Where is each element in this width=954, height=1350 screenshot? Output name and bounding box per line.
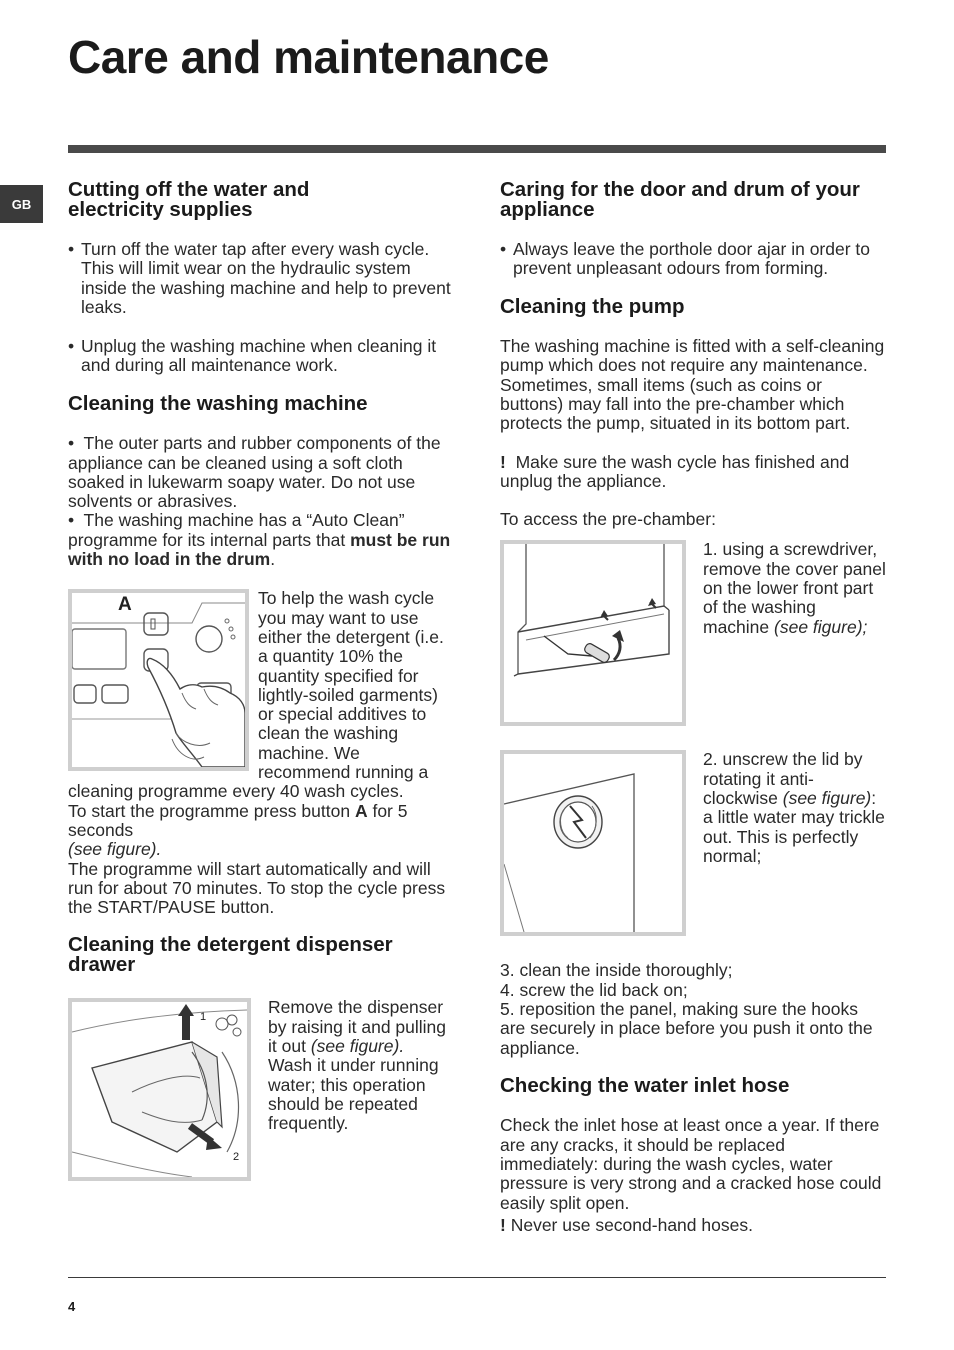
paragraph: To access the pre-chamber: (500, 509, 716, 530)
step1-block (500, 540, 886, 726)
auto-clean-block (68, 589, 454, 917)
step-item: 5. reposition the panel, making sure the hooks are securely in place before you push it onto the appliance. (500, 999, 873, 1058)
bullet-dot: • (500, 239, 507, 259)
warning-mark: ! (500, 1214, 506, 1235)
paragraph-text: To start the programme press button (68, 800, 355, 821)
paragraph: The programme will start automatically and will run for about 70 minutes. To stop the cycle press the START/PAUSE button. (68, 858, 446, 918)
figure-label-a: A (118, 594, 132, 616)
footer-rule (68, 1277, 886, 1278)
step2-block (500, 750, 886, 936)
step-text: 1. using a screwdriver, remove the cover panel on the lower front part of the washing machine (703, 539, 886, 637)
see-figure-note: (see figure). (310, 1036, 405, 1056)
bullet-text: Always leave the porthole door ajar in order to prevent unpleasant odours from forming. (513, 239, 871, 279)
title-rule (68, 145, 886, 153)
bullet-dot: • (68, 239, 75, 259)
warning-mark: ! (500, 451, 506, 472)
cover-panel-illustration (504, 544, 682, 722)
see-figure-note: (see figure); (774, 616, 868, 637)
bold-text: A (354, 800, 368, 821)
page-title: Care and maintenance (68, 31, 549, 83)
paragraph: • The outer parts and rubber components of the appliance can be cleaned using a soft cloth soaked in lukewarm soapy water. Do not use solvents or abrasives. (68, 433, 441, 512)
figure-dispenser-drawer (68, 998, 251, 1181)
figure-label-1: 1 (200, 1011, 207, 1024)
section-heading-cutoff: Cutting off the water and electricity supplies (68, 178, 310, 221)
language-tab: GB (0, 185, 43, 223)
dispenser-drawer-illustration (72, 1002, 247, 1177)
see-figure-note: (see figure). (68, 839, 162, 860)
see-figure-note: (see figure) (782, 788, 872, 809)
paragraph-text: for 5 seconds (68, 800, 408, 840)
bullet-text: The washing machine has a “Auto Clean” programme for its internal parts that (68, 510, 405, 550)
figure-label-2: 2 (233, 1151, 240, 1164)
section-heading-hose: Checking the water inlet hose (500, 1073, 790, 1097)
bullet-text: Turn off the water tap after every wash cycle. This will limit wear on the hydraulic system inside the washing machine and help to prevent leaks. (81, 239, 451, 317)
section-heading-drawer: Cleaning the detergent dispenser drawer (68, 933, 393, 976)
figure-pump-lid (500, 750, 686, 936)
left-column (68, 180, 454, 1181)
bullet-text: The outer parts and rubber components of the appliance can be cleaned using a soft cloth soaked in lukewarm soapy water. Do not use solvents or abrasives. (68, 433, 441, 512)
warning-paragraph (500, 453, 886, 492)
step-item: 3. clean the inside thoroughly; (500, 960, 733, 981)
step-text: 2. unscrew the lid by rotating it anti-clockwise (703, 749, 863, 809)
paragraph: The washing machine is fitted with a self-cleaning pump which does not require any maintenance. Sometimes, small items (such as coins or buttons) may fall into the pre-chamber which protects the pump, situated in its bottom part. (500, 336, 885, 434)
list-item (500, 240, 886, 279)
warning-paragraph (500, 1216, 886, 1235)
step-item: 4. screw the lid back on; (500, 979, 688, 1000)
bold-text: must be run with no load in the drum (68, 529, 451, 570)
warning-text: Never use second-hand hoses. (510, 1214, 753, 1235)
paragraph (68, 802, 454, 841)
section-heading-door: Caring for the door and drum of your appliance (500, 178, 860, 221)
bullet-dot: • (68, 336, 75, 357)
paragraph: • The washing machine has a “Auto Clean” programme for its internal parts that must be run with no load in the drum. (68, 510, 451, 570)
section-heading-pump: Cleaning the pump (500, 294, 685, 318)
paragraph: Check the inlet hose at least once a year. If there are any cracks, it should be replaced immediately: during the wash cycles, water pressure is very strong and a cracked hose could easily split open. (500, 1115, 882, 1213)
list-item (68, 337, 454, 376)
section-heading-washing: Cleaning the washing machine (68, 391, 368, 415)
warning-text: Make sure the wash cycle has finished and unplug the appliance. (500, 451, 850, 491)
figure-control-panel (68, 589, 249, 771)
drawer-block (68, 997, 454, 1164)
figure-cover-panel (500, 540, 686, 726)
paragraph-text: Remove the dispenser by raising it and pulling it out (268, 997, 447, 1056)
step-text: : a little water may trickle out. This is perfectly normal; (703, 788, 885, 866)
list-item (68, 240, 454, 317)
page-number: 4 (68, 1299, 76, 1314)
pump-lid-illustration (504, 754, 682, 932)
paragraph: Wash it under running water; this operation should be repeated frequently. (268, 1055, 439, 1134)
bullet-text: . (270, 549, 276, 570)
right-column (500, 180, 886, 1235)
control-panel-illustration (72, 593, 245, 767)
bullet-text: Unplug the washing machine when cleaning it and during all maintenance work. (81, 336, 437, 376)
paragraph: To help the wash cycle you may want to use either the detergent (i.e. a quantity 10% the quantity specified for lightly-soiled garments) or special additives to clean the washing machine. We recommend running a cleaning programme every 40 wash cycles. (68, 588, 444, 802)
